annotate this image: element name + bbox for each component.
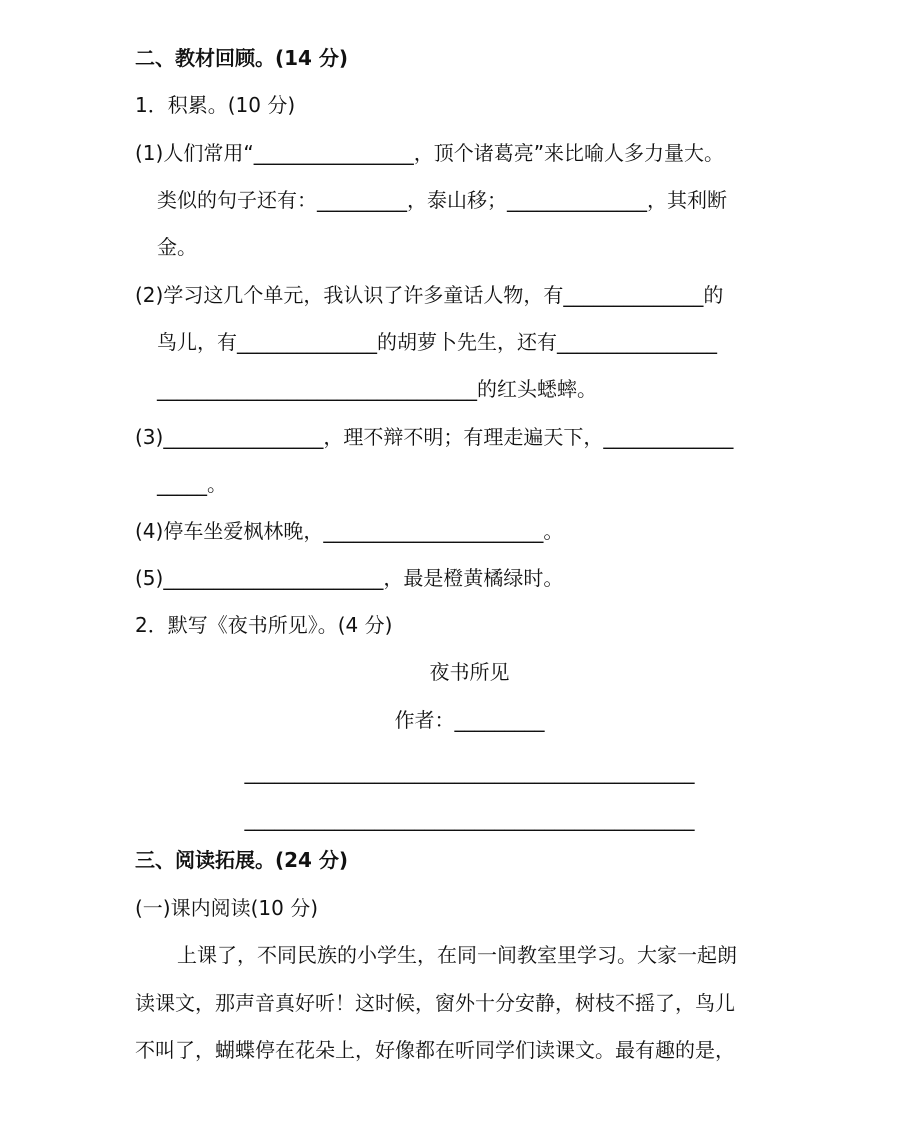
- reading-sub1-title: (一)课内阅读(10 分): [135, 896, 319, 920]
- passage-line1: 上课了，不同民族的小学生，在同一间教室里学习。大家一起朗: [177, 943, 737, 967]
- q2-title: 2．默写《夜书所见》。(4 分): [135, 613, 393, 637]
- q1-p1-line3: 金。: [157, 235, 197, 259]
- q1-p2-line1: (2)学习这几个单元，我认识了许多童话人物，有______________的: [135, 283, 724, 307]
- passage-line2: 读课文，那声音真好听！这时候，窗外十分安静，树枝不摇了，鸟儿: [135, 991, 735, 1015]
- poem-blank-line-1: _____________________________________________: [244, 760, 695, 784]
- q1-p4: (4)停车坐爱枫林晚，______________________。: [135, 519, 564, 543]
- q1-p5: (5)______________________，最是橙黄橘绿时。: [135, 566, 564, 590]
- passage-line3: 不叫了，蝴蝶停在花朵上，好像都在听同学们读课文。最有趣的是，: [135, 1038, 735, 1062]
- q1-p1-line2: 类似的句子还有：_________，泰山移；______________，其利断: [157, 188, 727, 212]
- poem-title: 夜书所见: [429, 660, 510, 684]
- section2-title: 二、教材回顾。(14 分): [135, 46, 349, 70]
- section3-title: 三、阅读拓展。(24 分): [135, 848, 349, 872]
- q1-p2-line2: 鸟儿，有______________的胡萝卜先生，还有________________: [157, 330, 717, 354]
- q1-p3-line2: _____。: [157, 472, 227, 496]
- q1-p1-line1: (1)人们常用“________________，顶个诸葛亮”来比喻人多力量大。: [135, 141, 725, 165]
- q1-p2-line3: ________________________________的红头蟋蟀。: [157, 377, 597, 401]
- poem-blank-line-2: _____________________________________________: [244, 807, 695, 831]
- q1-p3-line1: (3)________________，理不辩不明；有理走遍天下，_____________: [135, 425, 734, 449]
- q1-title: 1．积累。(10 分): [135, 93, 296, 117]
- poem-author-line: 作者：_________: [394, 708, 545, 732]
